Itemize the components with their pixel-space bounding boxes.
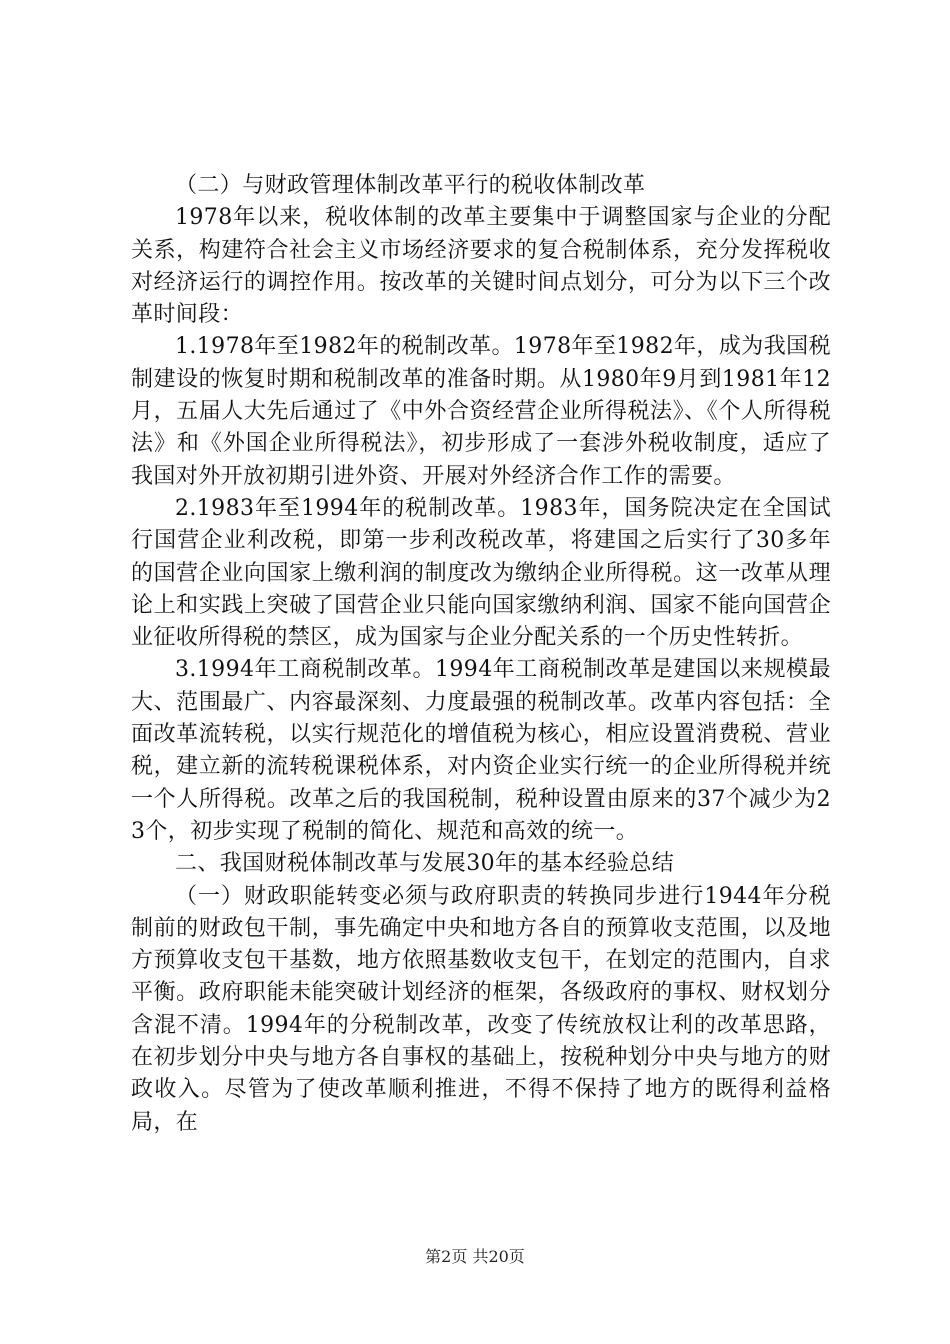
section-heading-experience-summary: 二、我国财税体制改革与发展30年的基本经验总结 <box>175 851 675 877</box>
paragraph-fiscal-function-change: （一）财政职能转变必须与政府职责的转换同步进行1944年分税制前的财政包干制，事先确定中央和地方各自的预算收支范围，以及地方预算收支包干基数，地方依照基数收支包干，在划定的范围内，自求平衡。政府职能未能突破计划经济的框架，各级政府的事权、财权划分含混不清。1994年的分税制改革，改变了传统放权让利的改革思路，在初步划分中央与地方各自事权的基础上，按税种划分中央与地方的财政收入。尽管为了使改革顺利推进，不得不保持了地方的既得利益格局，在 <box>131 883 831 1135</box>
subsection-heading-tax-reform: （二）与财政管理体制改革平行的税收体制改革 <box>175 173 646 198</box>
paragraph-intro: 1978年以来，税收体制的改革主要集中于调整国家与企业的分配关系，构建符合社会主义市场经济要求的复合税制体系，充分发挥税收对经济运行的调控作用。按改革的关键时间点划分，可分为以下三个改革时间段： <box>131 205 831 328</box>
paragraph-period-1994: 3.1994年工商税制改革。1994年工商税制改革是建国以来规模最大、范围最广、内容最深刻、力度最强的税制改革。改革内容包括：全面改革流转税，以实行规范化的增值税为核心，相应设置消费税、营业税，建立新的流转税课税体系，对内资企业实行统一的企业所得税并统一个人所得税。改革之后的我国税制，税种设置由原来的37个减少为23个，初步实现了税制的简化、规范和高效的统一。 <box>131 657 831 844</box>
page-footer: 第2页 共20页 <box>425 1247 525 1266</box>
paragraph-period-1978-1982: 1.1978年至1982年的税制改革。1978年至1982年，成为我国税制建设的恢复时期和税制改革的准备时期。从1980年9月到1981年12月，五届人大先后通过了《中外合资经营企业所得税法》、《个人所得税法》和《外国企业所得税法》，初步形成了一套涉外税收制度，适应了我国对外开放初期引进外资、开展对外经济合作工作的需要。 <box>131 334 831 489</box>
document-body <box>131 170 831 1139</box>
paragraph-period-1983-1994: 2.1983年至1994年的税制改革。1983年，国务院决定在全国试行国营企业利改税，即第一步利改税改革，将建国之后实行了30多年的国营企业向国家上缴利润的制度改为缴纳企业所得税。这一改革从理论上和实践上突破了国营企业只能向国家缴纳利润、国家不能向国营企业征收所得税的禁区，成为国家与企业分配关系的一个历史性转折。 <box>131 495 831 651</box>
